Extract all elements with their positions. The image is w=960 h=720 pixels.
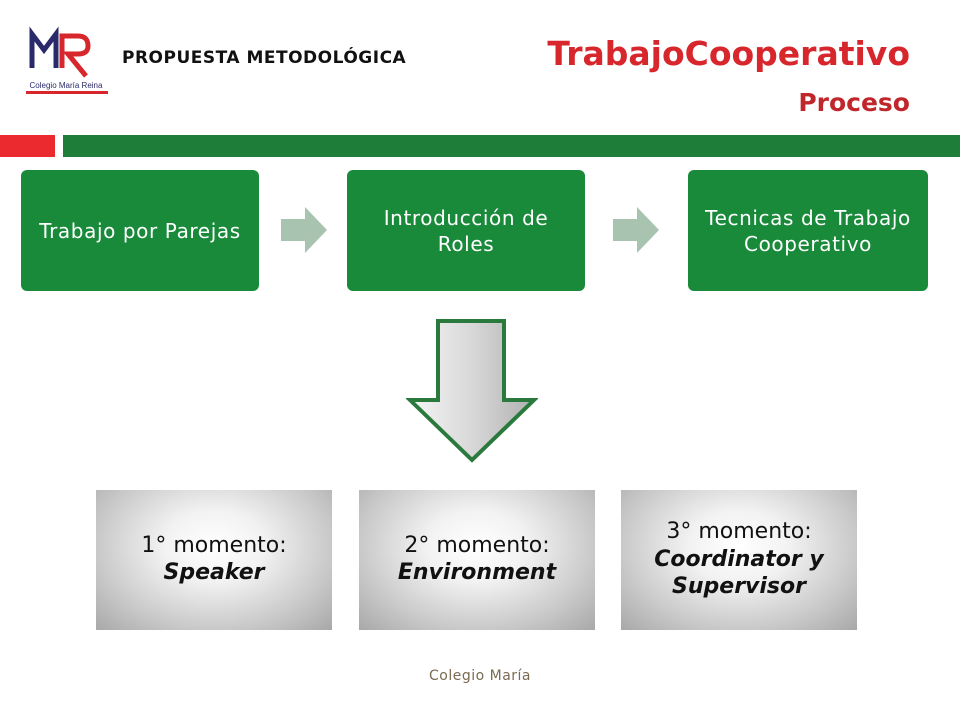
footer-text: Colegio María: [428, 668, 532, 684]
moment-lead: 2° momento:: [404, 533, 550, 559]
page-subtitle: Proceso: [798, 88, 910, 117]
moment-2-card: [359, 490, 595, 630]
chevron-right-arrow-icon: [281, 207, 327, 253]
step-trabajo-por-parejas: [21, 170, 259, 291]
down-arrow-icon: [406, 318, 538, 464]
moment-lead: 1° momento:: [141, 533, 287, 559]
moment-role: Environment: [397, 560, 557, 586]
step-tecnicas-trabajo-cooperativo: [688, 170, 928, 291]
moment-lead: 3° momento:: [666, 519, 812, 545]
chevron-right-arrow-icon: [613, 207, 659, 253]
moment-1-card: [96, 490, 332, 630]
step-label: Tecnicas de Trabajo Cooperativo: [705, 205, 911, 256]
section-label: PROPUESTA METODOLÓGICA: [122, 48, 407, 68]
moment-role: Coordinator y Supervisor: [654, 546, 824, 600]
step-label: Introducción de Roles: [383, 205, 549, 256]
step-introduccion-de-roles: [347, 170, 585, 291]
logo-text: Colegio María Reina: [29, 81, 103, 90]
green-accent-bar: [63, 135, 960, 157]
colegio-logo-icon: [18, 24, 114, 96]
red-accent-bar: [0, 135, 55, 157]
moment-3-card: [621, 490, 857, 630]
step-label: Trabajo por Parejas: [39, 218, 241, 243]
moment-role: Speaker: [163, 560, 265, 586]
page-title: TrabajoCooperativo: [547, 34, 910, 73]
